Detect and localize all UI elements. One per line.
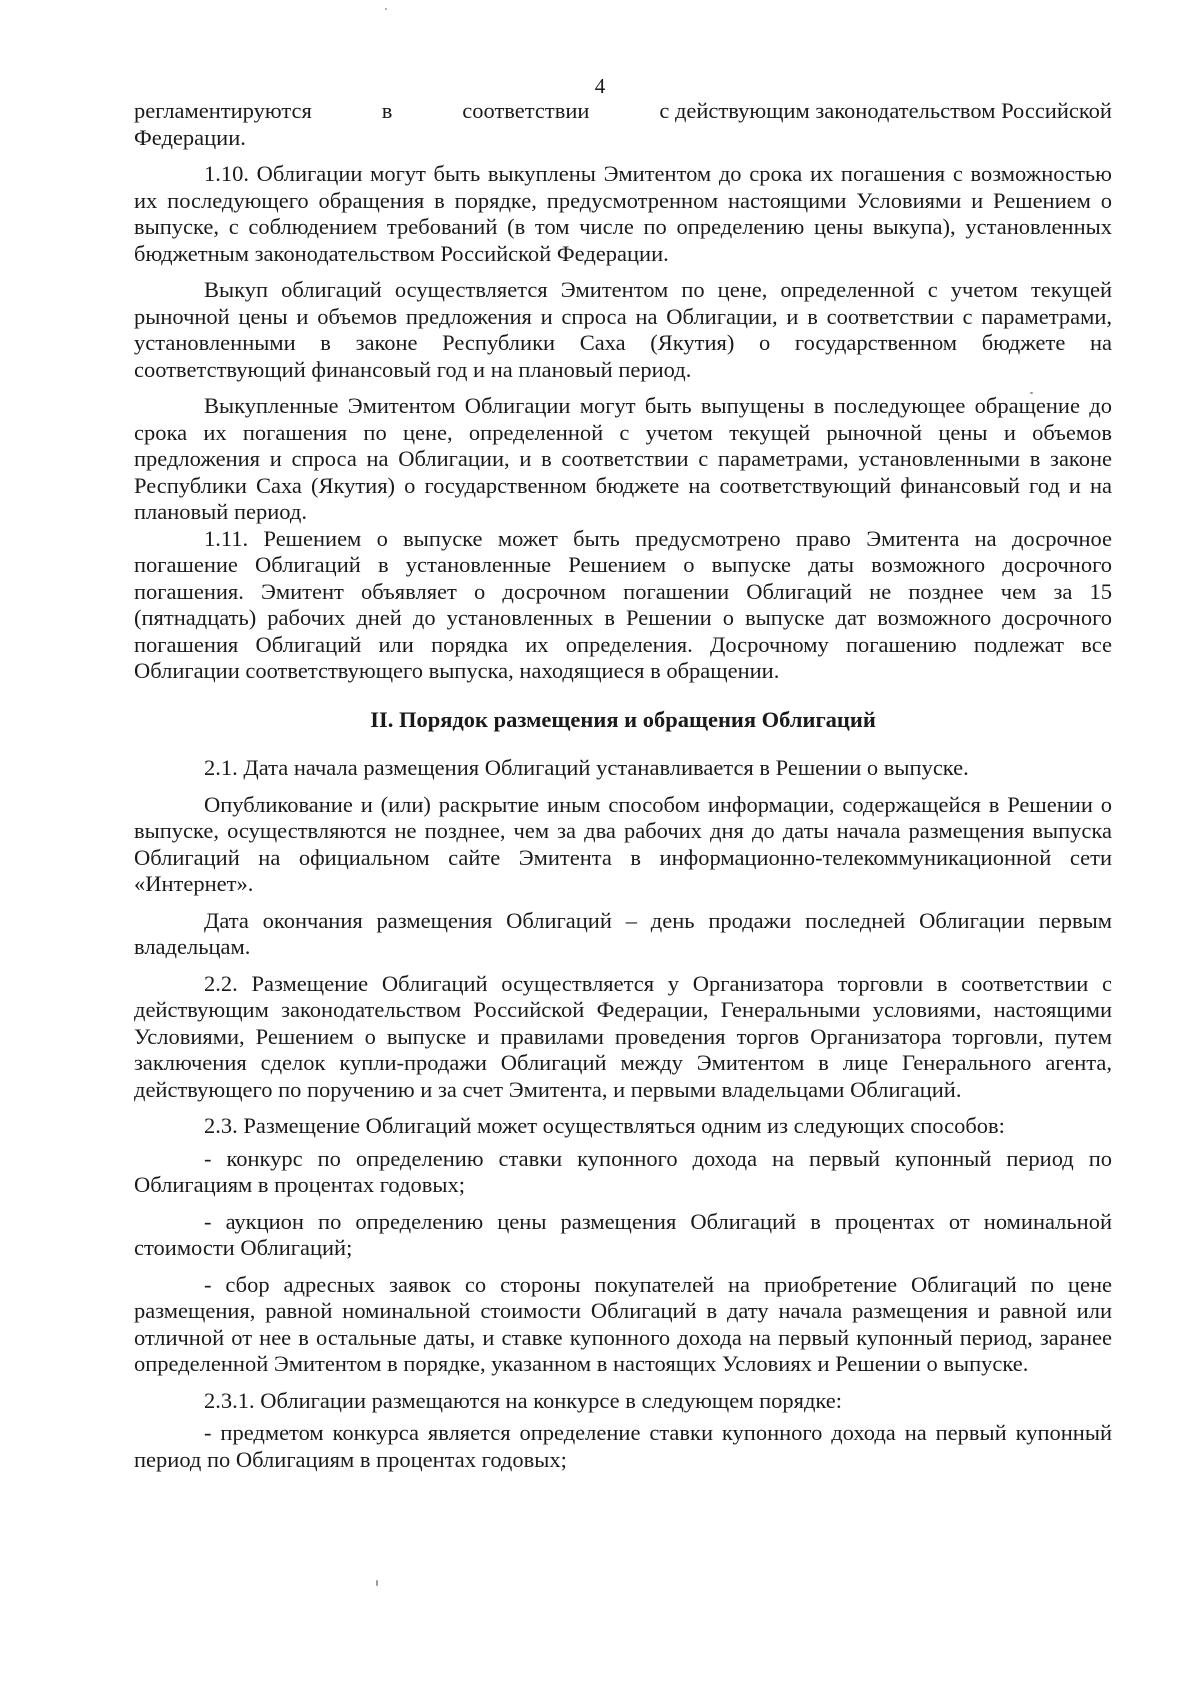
paragraph-end-date: Дата окончания размещения Облигаций – день продажи последней Облигации первым владельцам.	[134, 907, 1112, 959]
first-line	[134, 98, 1112, 125]
list-item-auction: - аукцион по определению цены размещения Облигаций в процентах от номинальной стоимости Облигаций;	[134, 1208, 1112, 1260]
first-line-word-2: в	[381, 98, 393, 123]
paragraph-2-3-1: 2.3.1. Облигации размещаются на конкурсе в следующем порядке:	[204, 1387, 843, 1413]
paragraph-1-11: 1.11. Решением о выпуске может быть предусмотрено право Эмитента на досрочное погашение Облигаций в установленные Решением о выпуске даты возможного досрочного погашения. Эмитент объявляет о досрочном погашении Облигаций не позднее чем за 15 (пятнадцать) рабочих дней до установленных в Решении о выпуске дат возможного досрочного погашения Облигаций или порядка их определения. Досрочному погашению подлежат все Облигации соответствующего выпуска, находящиеся в обращении.	[134, 525, 1112, 683]
first-line-word-4: с действующим законодательством Российской	[659, 98, 1112, 123]
paragraph-reissue: Выкупленные Эмитентом Облигации могут быть выпущены в последующее обращение до срока их погашения по цене, определенной с учетом текущей рыночной цены и объемов предложения и спроса на Облигации, и в соответствии с параметрами, установленными в законе Республики Саха (Якутия) о государственном бюджете на соответствующий финансовый год и на плановый период.	[134, 393, 1112, 524]
list-item-book-building: - сбор адресных заявок со стороны покупателей на приобретение Облигаций по цене размещения, равной номинальной стоимости Облигаций в дату начала размещения и равной или отличной от нее в остальные даты, и ставке купонного дохода на первый купонный период, заранее определенной Эмитентом в порядке, указанном в настоящих Условиях и Решении о выпуске.	[134, 1271, 1112, 1376]
paragraph-2-1: 2.1. Дата начала размещения Облигаций устанавливается в Решении о выпуске.	[204, 755, 969, 780]
paragraph-2-2: 2.2. Размещение Облигаций осуществляется у Организатора торговли в соответствии с действующим законодательством Российской Федерации, Генеральными условиями, настоящими Условиями, Решением о выпуске и правилами проведения торгов Организатора торговли, путем заключения сделок купли-продажи Облигаций между Эмитентом в лице Генерального агента, действующего по поручению и за счет Эмитента, и первыми владельцами Облигаций.	[134, 970, 1112, 1102]
first-line-word-3: соответствии	[462, 98, 590, 123]
section-heading: II. Порядок размещения и обращения Облигаций	[370, 706, 876, 732]
paragraph-buyback: Выкуп облигаций осуществляется Эмитентом по цене, определенной с учетом текущей рыночной цены и объемов предложения и спроса на Облигации, и в соответствии с параметрами, установленными в законе Республики Саха (Якутия) о государственном бюджете на соответствующий финансовый год и на плановый период.	[134, 277, 1112, 382]
scan-mark-top	[385, 8, 387, 10]
document-body	[134, 98, 1112, 1473]
page-number: 4	[594, 74, 606, 98]
list-item-contest-subject: - предметом конкурса является определение ставки купонного дохода на первый купонный период по Облигациям в процентах годовых;	[134, 1420, 1112, 1472]
first-line-word-1: регламентируются	[134, 98, 312, 123]
paragraph-2-3: 2.3. Размещение Облигаций может осуществляться одним из следующих способов:	[204, 1113, 1005, 1138]
paragraph-1-10: 1.10. Облигации могут быть выкуплены Эмитентом до срока их погашения с возможностью их последующего обращения в порядке, предусмотренном настоящими Условиями и Решением о выпуске, с соблюдением требований (в том числе по определению цены выкупа), установленных бюджетным законодательством Российской Федерации.	[134, 161, 1112, 266]
paragraph-continuation: Федерации.	[134, 124, 246, 150]
paragraph-publication: Опубликование и (или) раскрытие иным способом информации, содержащейся в Решении о выпуске, осуществляются не позднее, чем за два рабочих дня до даты начала размещения выпуска Облигаций на официальном сайте Эмитента в информационно-телекоммуникационной сети «Интернет».	[134, 791, 1112, 896]
scan-mark-bottom	[376, 1580, 378, 1586]
list-item-contest: - конкурс по определению ставки купонного дохода на первый купонный период по Облигациям в процентах годовых;	[134, 1145, 1112, 1197]
